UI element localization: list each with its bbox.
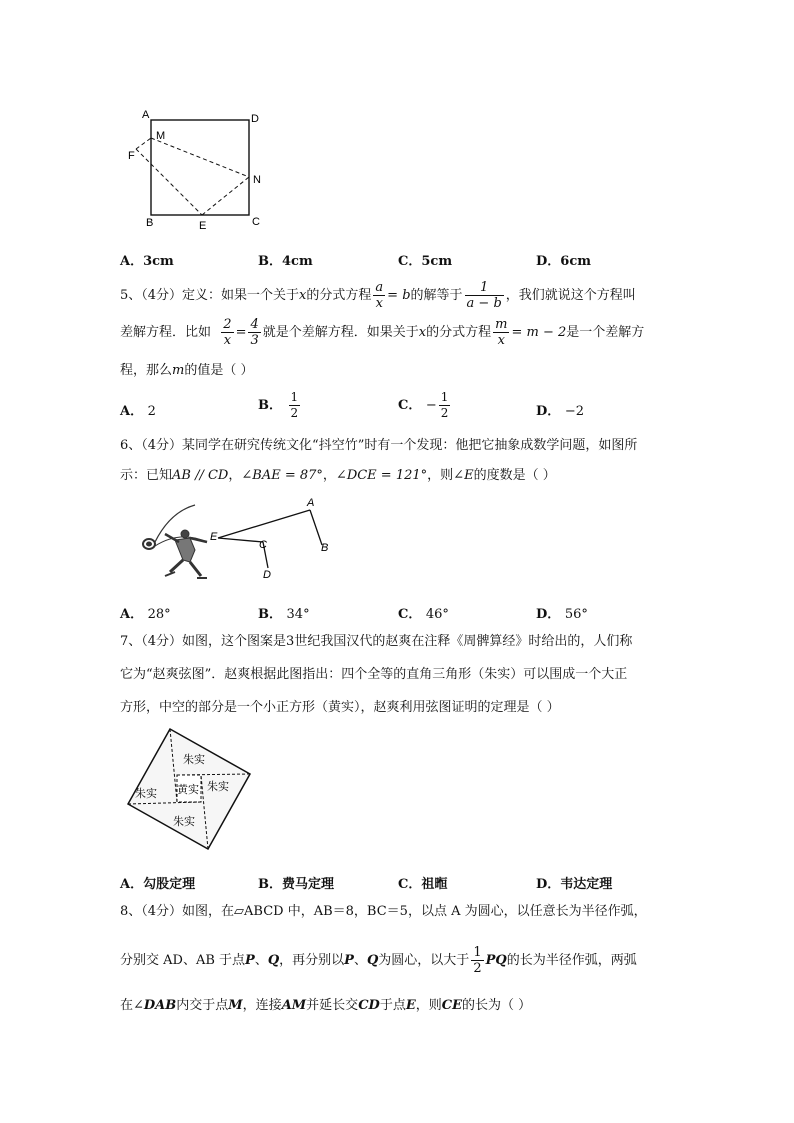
diabolo-player-illustration: [143, 505, 207, 578]
fold-line-mn: [151, 138, 249, 177]
line-ea: [218, 510, 310, 538]
label-f: F: [128, 150, 135, 162]
fraction-one-half: $\frac{1}{2}$: [290, 390, 299, 420]
fraction-a-over-x: $\frac{a}{x}$: [375, 280, 384, 311]
q7-option-c[interactable]: C．祖暅: [398, 877, 448, 892]
line-en: [202, 177, 249, 215]
label-zhu-bottom: 朱实: [173, 816, 195, 828]
q4-option-c[interactable]: C．5cm: [398, 254, 453, 269]
q5-option-a[interactable]: A． 2: [120, 404, 156, 419]
fraction-one-half: $\frac{1}{2}$: [473, 945, 482, 976]
q4-option-d[interactable]: D．6cm: [536, 254, 591, 269]
q5-line-2: 差解方程．比如 $\frac{2}{x}$ = $\frac{4}{3}$ 就是个差解方程．如果关于x的分式方程 $\frac{m}{x}$ = m − 2是一个差解方: [120, 317, 645, 348]
q5-option-d[interactable]: D． −2: [536, 404, 584, 419]
figure-square-abcd: [120, 105, 280, 235]
q7-option-b[interactable]: B．费马定理: [258, 877, 335, 892]
fraction-neg-one-half: $\frac{1}{2}$: [440, 390, 449, 420]
q8-line-1: 8、（4分）如图，在▱ABCD 中，AB＝8，BC＝5，以点 A 为圆心，以任意长为半径作弧，: [120, 904, 647, 919]
q5-line-3: 程，那么m的值是（ ）: [120, 363, 254, 378]
q7-option-d[interactable]: D．韦达定理: [536, 877, 613, 892]
q8-line-2: 分别交 AD、AB 于点P、Q，再分别以P、Q为圆心，以大于 $\frac{1}{2}$ PQ的长为半径作弧，两弧: [120, 945, 637, 976]
label-huang: 黄实: [177, 784, 199, 796]
label-c: C: [252, 216, 260, 228]
label-zhu-right: 朱实: [207, 781, 229, 793]
label-a: A: [142, 109, 150, 121]
q6-option-c[interactable]: C． 46°: [398, 607, 449, 622]
label-b: B: [321, 542, 329, 554]
label-zhu-left: 朱实: [135, 788, 157, 800]
label-zhu-top: 朱实: [183, 754, 205, 766]
label-e: E: [210, 531, 218, 543]
q6-option-a[interactable]: A． 28°: [120, 607, 171, 622]
label-d: D: [263, 569, 271, 581]
label-m: M: [156, 130, 166, 142]
fraction-m-over-x: $\frac{m}{x}$: [495, 317, 508, 348]
line-fe: [136, 149, 202, 215]
figure-zhao-shuang-chord: [125, 727, 255, 852]
q8-line-3: 在∠DAB内交于点M，连接AM并延长交CD于点E，则CE的长为（ ）: [120, 998, 532, 1013]
q6-line-1: 6、（4分）某同学在研究传统文化“抖空竹”时有一个发现：他把它抽象成数学问题，如图所: [120, 438, 638, 453]
figure-diabolo: [135, 490, 345, 590]
label-b: B: [146, 217, 154, 229]
label-c: C: [259, 539, 267, 551]
q7-option-a[interactable]: A．勾股定理: [120, 877, 196, 892]
q4-option-b[interactable]: B．4cm: [258, 254, 313, 269]
label-n: N: [253, 174, 261, 186]
fraction-2-over-x: $\frac{2}{x}$: [223, 317, 232, 348]
line-fm: [136, 138, 151, 149]
line-ab: [310, 510, 322, 545]
fraction-1-over-a-minus-b: $\frac{1}{a - b}$: [466, 280, 502, 311]
q5-option-b[interactable]: B． $\frac{1}{2}$: [258, 390, 299, 420]
line-ec: [218, 538, 263, 542]
q7-line-3: 方形，中空的部分是一个小正方形（黄实），赵爽利用弦图证明的定理是（ ）: [120, 700, 560, 715]
q7-line-2: 它为“赵爽弦图”．赵爽根据此图指出：四个全等的直角三角形（朱实）可以围成一个大正: [120, 667, 628, 682]
label-e: E: [199, 220, 207, 232]
q5-line-1: 5、（4分）定义：如果一个关于x的分式方程 $\frac{a}{x}$ = b的解等于 $\frac{1}{a - b}$ ，我们就说这个方程叫: [120, 280, 636, 311]
q7-line-1: 7、（4分）如图，这个图案是3世纪我国汉代的赵爽在注释《周髀算经》时给出的，人们称: [120, 634, 633, 649]
q5-option-c[interactable]: C． − $\frac{1}{2}$: [398, 390, 449, 420]
square-abcd: [151, 120, 249, 215]
label-d: D: [251, 113, 259, 125]
q6-option-b[interactable]: B． 34°: [258, 607, 310, 622]
label-a: A: [307, 497, 315, 509]
q4-option-a[interactable]: A．3cm: [120, 254, 174, 269]
fraction-4-over-3: $\frac{4}{3}$: [250, 317, 259, 348]
q6-option-d[interactable]: D． 56°: [536, 607, 588, 622]
q6-line-2: 示：已知AB // CD，∠BAE = 87°，∠DCE = 121°，则∠E的度数是（ ）: [120, 468, 556, 483]
